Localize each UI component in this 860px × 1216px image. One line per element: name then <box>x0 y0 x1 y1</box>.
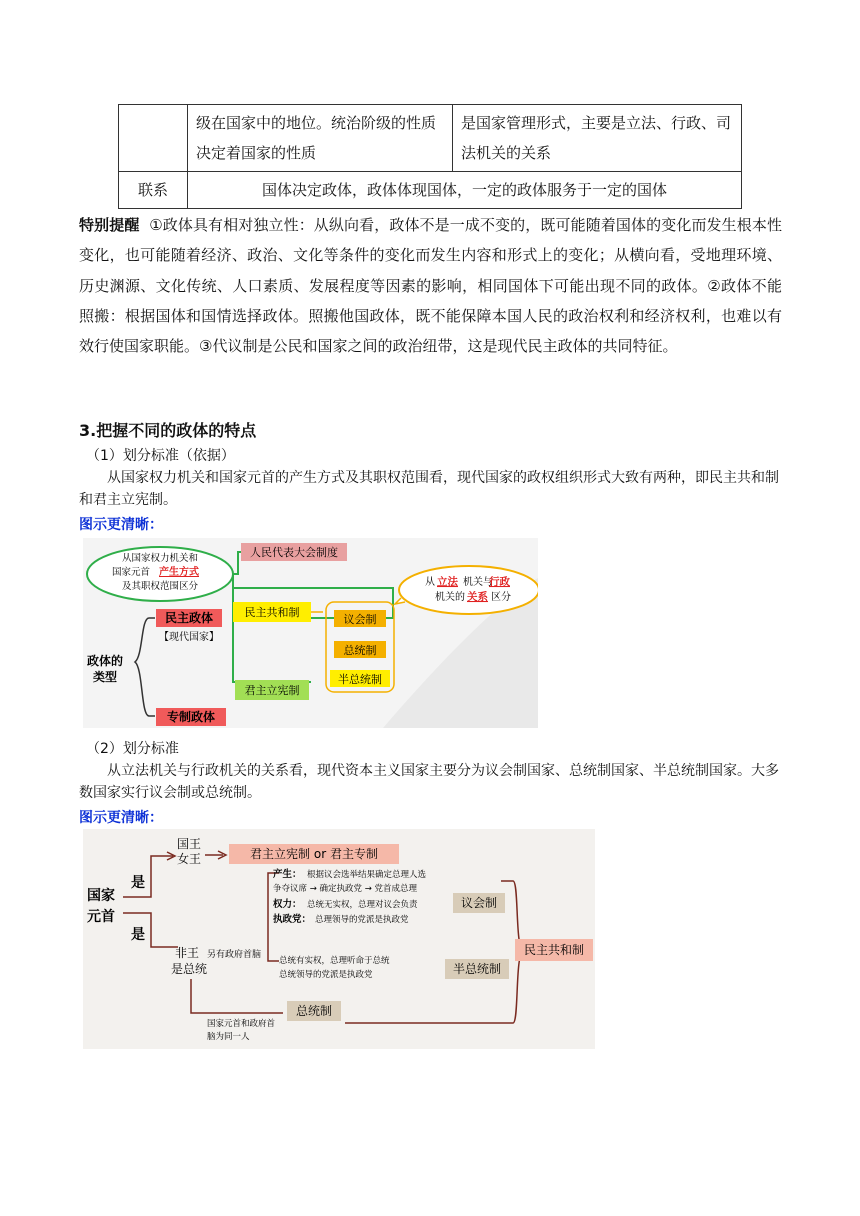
semi-label: 半总统制 <box>452 962 502 976</box>
special-reminder <box>79 210 782 361</box>
subheading-2: （2）划分标准 <box>86 741 179 757</box>
types-line1: 政体的 <box>86 654 124 668</box>
diagram-caption-1: 图示更清晰： <box>79 517 163 533</box>
bubble-right-1d: 行政 <box>489 576 510 588</box>
bubble-left-line1: 从国家权力机关和 <box>121 553 199 564</box>
autocratic-label: 专制政体 <box>166 710 216 724</box>
nonking-line2: 是总统 <box>171 962 208 976</box>
table-cell-guoti: 级在国家中的地位。统治阶级的性质决定着国家的性质 <box>188 105 453 172</box>
bubble-right-1a: 从 <box>425 577 435 588</box>
semi-label: 半总统制 <box>338 673 382 686</box>
republic-label: 民主共和制 <box>244 606 300 619</box>
body-paragraph-1: 从国家权力机关和国家元首的产生方式及其职权范围看，现代国家的政权组织形式大致有两种，即民主共和制和君主立宪制。 <box>79 470 779 508</box>
bubble-left-line3: 及其职权范围区分 <box>121 581 199 592</box>
table-cell-relation: 国体决定政体，政体体现国体，一定的政体服务于一定的国体 <box>188 172 742 209</box>
yes-top: 是 <box>131 875 145 891</box>
table-row <box>119 105 742 172</box>
diagram-regime-types <box>83 538 538 728</box>
power-label: 权力： <box>273 899 302 910</box>
section-heading: 3.把握不同的政体的特点 <box>79 421 257 440</box>
bubble-right-1b: 立法 <box>437 576 458 588</box>
types-line2: 类型 <box>92 670 118 684</box>
ruling-label: 执政党： <box>273 914 312 925</box>
bubble-right-2c: 区分 <box>491 592 511 603</box>
table-cell-zhengti: 是国家管理形式，主要是立法、行政、司法机关的关系 <box>453 105 742 172</box>
bubble-right-1c: 机关与 <box>463 577 493 588</box>
reminder-title: 特别提醒 <box>79 216 140 234</box>
bubble-right-2a: 机关的 <box>435 592 465 603</box>
same-line1: 国家元首和政府首 <box>207 1019 276 1029</box>
bubble-left-line2b: 产生方式 <box>159 567 199 578</box>
diagram-head-of-state <box>83 829 595 1049</box>
head-line2: 元首 <box>87 909 115 925</box>
democratic-label: 民主政体 <box>164 611 214 625</box>
constitutional-label: 君主立宪制 <box>244 684 300 697</box>
table-cell-label: 联系 <box>119 172 188 209</box>
semi-text2: 总统领导的党派是执政党 <box>279 970 373 980</box>
produce-text2: 争夺议席 → 确定执政党 → 党首成总理 <box>273 884 418 894</box>
presidential-label: 总统制 <box>295 1004 333 1018</box>
table-cell-empty <box>119 105 188 172</box>
reminder-text: ①政体具有相对独立性：从纵向看，政体不是一成不变的，既可能随着国体的变化而发生根本性变化，也可能随着经济、政治、文化等条件的变化而发生内容和形式上的变化；从横向看，受地理环境、历史渊源、文化传统、人口素质、发展程度等因素的影响，相同国体下可能出现不同的政体。②政体不能照搬：根据国体和国情选择政体。照搬他国政体，既不能保障本国人民的政治权利和经济权利，也难以有效行使国家职能。③代议制是公民和国家之间的政治纽带，这是现代民主政体的共同特征。 <box>79 216 782 356</box>
same-line2: 脑为同一人 <box>207 1032 250 1042</box>
semi-text1: 总统有实权，总理听命于总统 <box>279 956 390 966</box>
comparison-table <box>118 104 742 209</box>
yes-bottom: 是 <box>131 927 145 943</box>
table-row <box>119 172 742 209</box>
monarchy-label: 君主立宪制 or 君主专制 <box>250 847 378 861</box>
bubble-right-2b: 关系 <box>467 591 488 603</box>
king-line1: 国王 <box>176 837 202 851</box>
bubble-right <box>399 566 538 614</box>
subheading-1: （1）划分标准（依据） <box>86 448 235 464</box>
modern-label: 【现代国家】 <box>159 632 219 643</box>
presidential-label: 总统制 <box>343 644 377 657</box>
npc-label: 人民代表大会制度 <box>250 546 338 559</box>
power-text: 总统无实权，总理对议会负责 <box>307 900 418 910</box>
parliamentary-label: 议会制 <box>343 613 377 626</box>
head-line1: 国家 <box>87 888 115 904</box>
produce-text: 根据议会选举结果确定总理人选 <box>307 870 427 880</box>
parliamentary-label: 议会制 <box>460 896 498 910</box>
ruling-text: 总理领导的党派是执政党 <box>315 915 409 925</box>
body-paragraph-2: 从立法机关与行政机关的关系看，现代资本主义国家主要分为议会制国家、总统制国家、半总统制国家。大多数国家实行议会制或总统制。 <box>79 763 779 801</box>
king-line2: 女王 <box>176 852 202 866</box>
bubble-left-line2a: 国家元首 <box>111 567 151 578</box>
diagram-caption-2: 图示更清晰： <box>79 810 163 826</box>
produce-label: 产生： <box>273 869 302 880</box>
republic-label: 民主共和制 <box>523 943 585 957</box>
has-pm-label: 另有政府首脑 <box>207 950 262 960</box>
nonking-line1: 非王 <box>175 946 200 960</box>
